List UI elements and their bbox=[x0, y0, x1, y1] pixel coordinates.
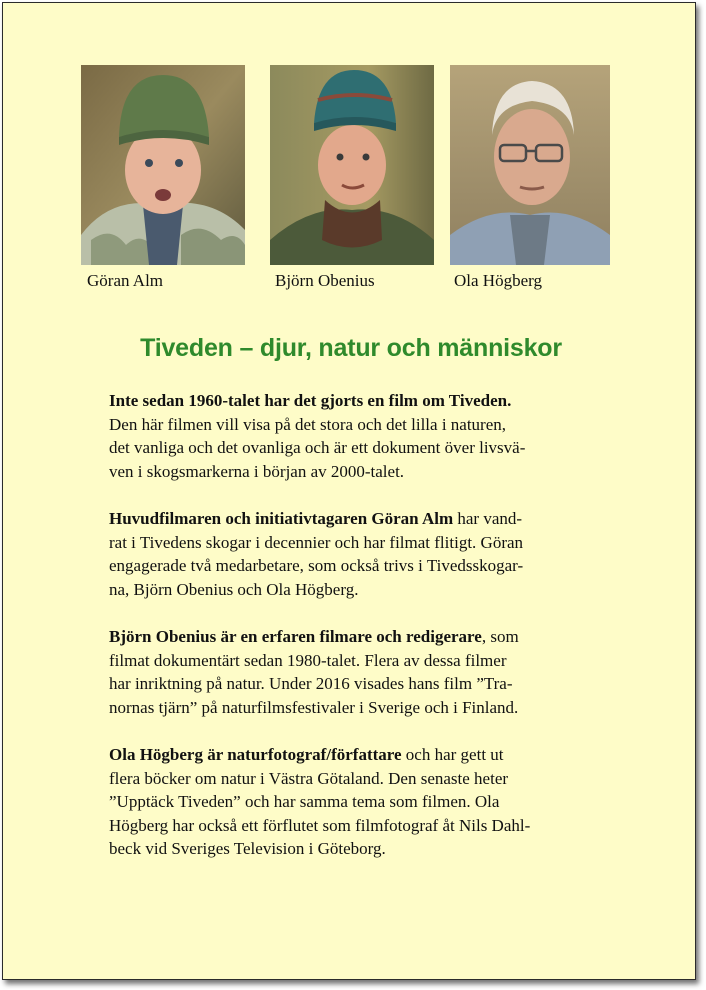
paragraph-line: ven i skogsmarkerna i början av 2000-talet. bbox=[109, 461, 405, 481]
paragraph-line: na, Björn Obenius och Ola Högberg. bbox=[109, 579, 359, 599]
portrait-goran-alm bbox=[81, 65, 245, 265]
paragraph-line: nornas tjärn” på naturfilmsfestivaler i Sverige och i Finland. bbox=[109, 697, 519, 717]
page-title: Tiveden – djur, natur och människor bbox=[140, 334, 562, 362]
paragraph-line bbox=[109, 743, 609, 767]
caption-goran-alm: Göran Alm bbox=[87, 271, 164, 290]
paragraph-line: ”Upptäck Tiveden” och har samma tema som filmen. Ola bbox=[109, 792, 500, 812]
portrait-bjorn-obenius bbox=[270, 65, 434, 265]
paragraph-lead-rest: och har gett ut bbox=[401, 744, 504, 764]
paragraph-2 bbox=[109, 507, 609, 601]
paragraph-1 bbox=[109, 389, 609, 483]
paragraph-line: beck vid Sveriges Television i Göteborg. bbox=[109, 839, 386, 859]
portrait-ola-hogberg bbox=[450, 65, 610, 265]
paragraph-line bbox=[109, 507, 609, 531]
body-text bbox=[109, 389, 609, 884]
paragraph-lead: Ola Högberg är naturfotograf/författare bbox=[109, 744, 402, 764]
paragraph-line: har inriktning på natur. Under 2016 visades hans film ”Tra- bbox=[109, 674, 513, 694]
paragraph-lead: Björn Obenius är en erfaren filmare och redigerare bbox=[109, 626, 482, 646]
paragraph-line: engagerade två medarbetare, som också trivs i Tivedsskogar- bbox=[109, 556, 524, 576]
paragraph-line: det vanliga och det ovanliga och är ett dokument över livsvä- bbox=[109, 438, 526, 458]
paragraph-lead: Inte sedan 1960-talet har det gjorts en film om Tiveden. bbox=[109, 391, 512, 410]
paragraph-lead: Huvudfilmaren och initiativtagaren Göran Alm bbox=[109, 508, 454, 528]
paragraph-line bbox=[109, 389, 609, 413]
paragraph-line: Den här filmen vill visa på det stora och det lilla i naturen, bbox=[109, 414, 507, 434]
paragraph-lead-rest: , som bbox=[481, 626, 519, 646]
document-page bbox=[2, 2, 696, 980]
paragraph-line: rat i Tivedens skogar i decennier och har filmat flitigt. Göran bbox=[109, 532, 524, 552]
paragraph-line: flera böcker om natur i Västra Götaland. Den senaste heter bbox=[109, 768, 509, 788]
caption-ola-hogberg: Ola Högberg bbox=[454, 271, 542, 290]
paragraph-4 bbox=[109, 743, 609, 861]
paragraph-line bbox=[109, 625, 609, 649]
paragraph-lead-rest: har vand- bbox=[453, 508, 523, 528]
paragraph-3 bbox=[109, 625, 609, 719]
paragraph-line: filmat dokumentärt sedan 1980-talet. Flera av dessa filmer bbox=[109, 650, 507, 670]
caption-bjorn-obenius: Björn Obenius bbox=[275, 271, 375, 290]
paragraph-line: Högberg har också ett förflutet som filmfotograf åt Nils Dahl- bbox=[109, 815, 531, 835]
